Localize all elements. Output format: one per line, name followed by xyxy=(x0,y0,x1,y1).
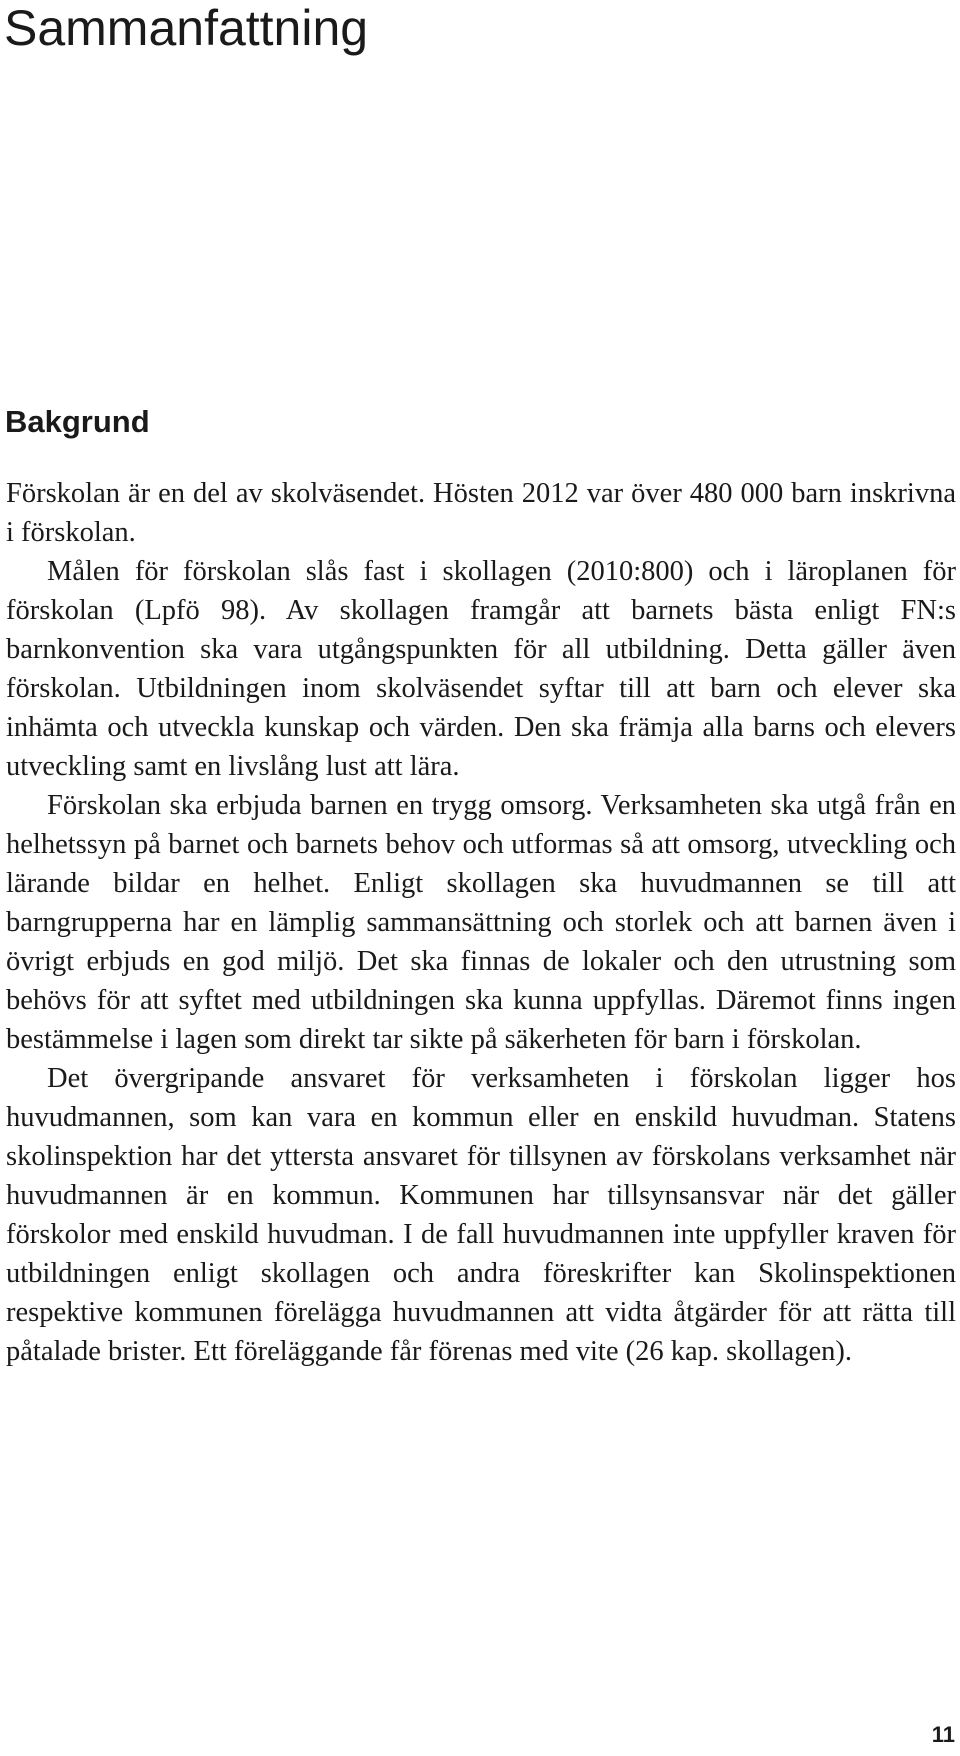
section-heading: Bakgrund xyxy=(5,404,150,439)
page-title: Sammanfattning xyxy=(4,0,369,56)
body-text xyxy=(6,474,956,1371)
page-number: 11 xyxy=(931,1722,955,1747)
paragraph: Det övergripande ansvaret för verksamheten i förskolan ligger hos huvudmannen, som kan vara en kommun eller en enskild huvudman. Statens skolinspektion har det yttersta ansvaret för tillsynen av förskolans verksamhet när huvudmannen är en kommun. Kommunen har tillsynsansvar när det gäller förskolor med enskild huvudman. I de fall huvudmannen inte uppfyller kraven för utbildningen enligt skollagen och andra föreskrifter kan Skolinspektionen respektive kommunen förelägga huvudmannen att vidta åtgärder för att rätta till påtalade brister. Ett föreläggande får förenas med vite (26 kap. skollagen). xyxy=(6,1063,956,1367)
paragraph: Förskolan är en del av skolväsendet. Hösten 2012 var över 480 000 barn inskrivna i förskolan. xyxy=(6,478,956,548)
paragraph: Målen för förskolan slås fast i skollagen (2010:800) och i läroplanen för förskolan (Lpfö 98). Av skollagen framgår att barnets bästa enligt FN:s barnkonvention ska vara utgångspunkten för all utbildning. Detta gäller även förskolan. Utbildningen inom skolväsendet syftar till att barn och elever ska inhämta och utveckla kunskap och värden. Den ska främja alla barns och elevers utveckling samt en livslång lust att lära. xyxy=(6,556,956,782)
paragraph: Förskolan ska erbjuda barnen en trygg omsorg. Verksamheten ska utgå från en helhetssyn på barnet och barnets behov och utformas så att omsorg, utveckling och lärande bildar en helhet. Enligt skollagen ska huvudmannen se till att barngrupperna har en lämplig sammansättning och storlek och att barnen även i övrigt erbjuds en god miljö. Det ska finnas de lokaler och den utrustning som behövs för att syftet med utbildningen ska kunna uppfyllas. Däremot finns ingen bestämmelse i lagen som direkt tar sikte på säkerheten för barn i förskolan. xyxy=(6,790,956,1055)
